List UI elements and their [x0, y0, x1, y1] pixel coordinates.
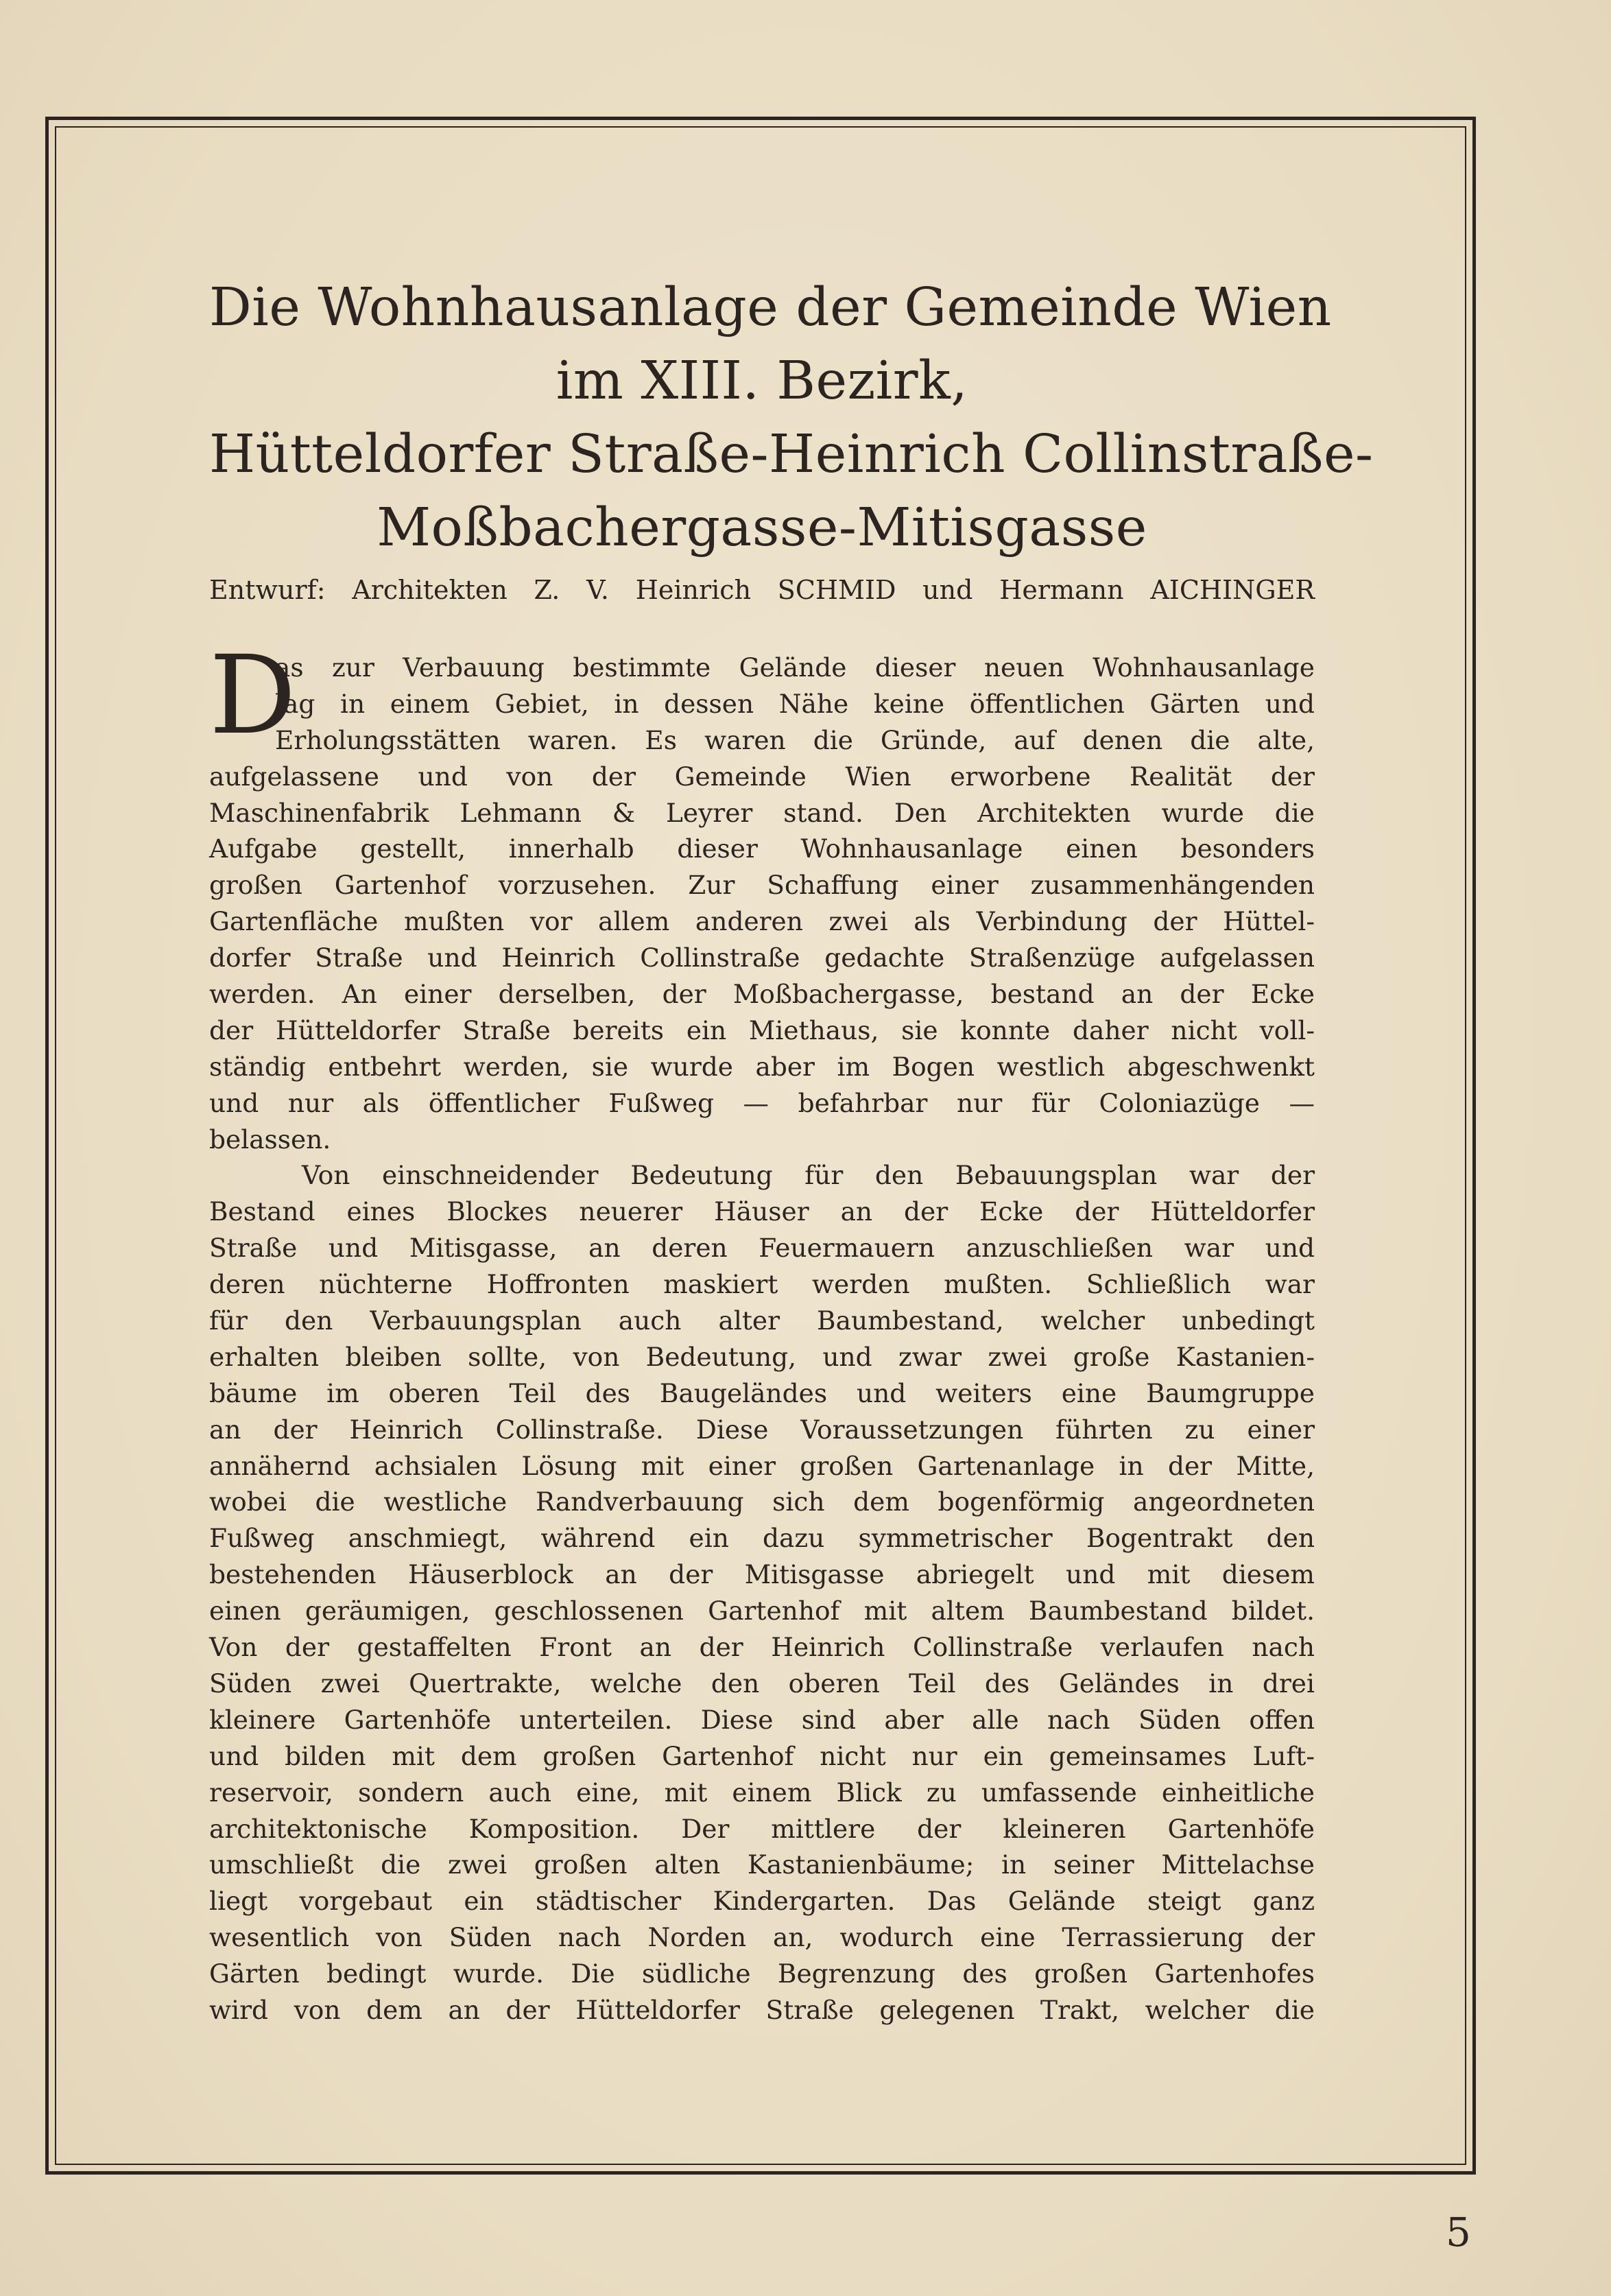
article-body [209, 632, 1315, 2028]
title-line-4: Moßbachergasse-Mitisgasse [377, 497, 1147, 558]
body-line: architektonische Komposition. Der mittlere der kleineren Gartenhöfe [209, 1813, 1315, 1844]
body-line: kleinere Gartenhöfe unterteilen. Diese sind aber alle nach Süden offen [209, 1704, 1315, 1735]
body-line: aufgelassene und von der Gemeinde Wien erworbene Realität der [209, 761, 1315, 792]
body-line: einen geräumigen, geschlossenen Gartenhof mit altem Baumbestand bildet. [209, 1596, 1315, 1626]
page-number: 5 [1446, 2209, 1471, 2256]
body-line: bestehenden Häuserblock an der Mitisgasse abriegelt und mit diesem [209, 1559, 1315, 1590]
body-line: und nur als öffentlicher Fußweg — befahrbar nur für Coloniazüge — [209, 1087, 1315, 1118]
body-line: Straße und Mitisgasse, an deren Feuermauern anzuschließen war und [209, 1233, 1315, 1264]
body-line: belassen. [209, 1124, 331, 1155]
body-line: Gärten bedingt wurde. Die südliche Begrenzung des großen Gartenhofes [209, 1958, 1315, 1989]
drop-cap: D [209, 632, 296, 759]
body-line: Aufgabe gestellt, innerhalb dieser Wohnhausanlage einen besonders [209, 833, 1315, 864]
body-line: annähernd achsialen Lösung mit einer großen Gartenanlage in der Mitte, [209, 1450, 1315, 1481]
body-line: der Hütteldorfer Straße bereits ein Miethaus, sie konnte daher nicht voll- [209, 1015, 1315, 1045]
body-line: wesentlich von Süden nach Norden an, wodurch eine Terrassierung der [209, 1922, 1315, 1953]
body-line: Süden zwei Quertrakte, welche den oberen Teil des Geländes in drei [209, 1668, 1315, 1699]
title-line-2: im XIII. Bezirk, [556, 351, 968, 412]
body-line: umschließt die zwei großen alten Kastanienbäume; in seiner Mittelachse [209, 1849, 1315, 1880]
body-line: dorfer Straße und Heinrich Collinstraße gedachte Straßenzüge aufgelassen [209, 943, 1315, 973]
body-line: lag in einem Gebiet, in dessen Nähe keine öffentlichen Gärten und [275, 688, 1315, 719]
article [209, 271, 1374, 2028]
architects-credit: Entwurf: Architekten Z. V. Heinrich SCHMID und Hermann AICHINGER [209, 575, 1315, 605]
article-title [209, 271, 1374, 565]
title-line-1: Die Wohnhausanlage der Gemeinde Wien [209, 277, 1332, 338]
body-line: werden. An einer derselben, der Moßbachergasse, bestand an der Ecke [209, 979, 1315, 1010]
body-line: deren nüchterne Hoffronten maskiert werden mußten. Schließlich war [209, 1269, 1315, 1300]
body-line: Bestand eines Blockes neuerer Häuser an der Ecke der Hütteldorfer [209, 1196, 1315, 1227]
body-line: Gartenfläche mußten vor allem anderen zwei als Verbindung der Hüttel- [209, 906, 1315, 937]
body-line: großen Gartenhof vorzusehen. Zur Schaffung einer zusammenhängenden [209, 870, 1315, 901]
body-line: Von der gestaffelten Front an der Heinrich Collinstraße verlaufen nach [209, 1632, 1315, 1663]
body-line: Erholungsstätten waren. Es waren die Gründe, auf denen die alte, [275, 724, 1315, 755]
body-line: für den Verbauungsplan auch alter Baumbestand, welcher unbedingt [209, 1305, 1315, 1336]
body-line: Von einschneidender Bedeutung für den Bebauungsplan war der [302, 1160, 1315, 1191]
body-line: reservoir, sondern auch eine, mit einem Blick zu umfassende einheitliche [209, 1777, 1315, 1808]
body-line: Maschinenfabrik Lehmann & Leyrer stand. Den Architekten wurde die [209, 797, 1315, 828]
title-line-3: Hütteldorfer Straße-Heinrich Collinstraße- [209, 424, 1374, 485]
body-line: ständig entbehrt werden, sie wurde aber im Bogen westlich abgeschwenkt [209, 1051, 1315, 1082]
body-line: liegt vorgebaut ein städtischer Kindergarten. Das Gelände steigt ganz [209, 1886, 1315, 1917]
body-line: und bilden mit dem großen Gartenhof nicht nur ein gemeinsames Luft- [209, 1740, 1315, 1771]
body-line: wobei die westliche Randverbauung sich dem bogenförmig angeordneten [209, 1487, 1315, 1517]
body-line: as zur Verbauung bestimmte Gelände dieser neuen Wohnhausanlage [275, 652, 1315, 683]
body-line: erhalten bleiben sollte, von Bedeutung, und zwar zwei große Kastanien- [209, 1341, 1315, 1372]
body-line: wird von dem an der Hütteldorfer Straße gelegenen Trakt, welcher die [209, 1994, 1315, 2025]
body-line: an der Heinrich Collinstraße. Diese Voraussetzungen führten zu einer [209, 1414, 1315, 1445]
body-line: Fußweg anschmiegt, während ein dazu symmetrischer Bogentrakt den [209, 1523, 1315, 1554]
body-line: bäume im oberen Teil des Baugeländes und weiters eine Baumgruppe [209, 1377, 1315, 1408]
